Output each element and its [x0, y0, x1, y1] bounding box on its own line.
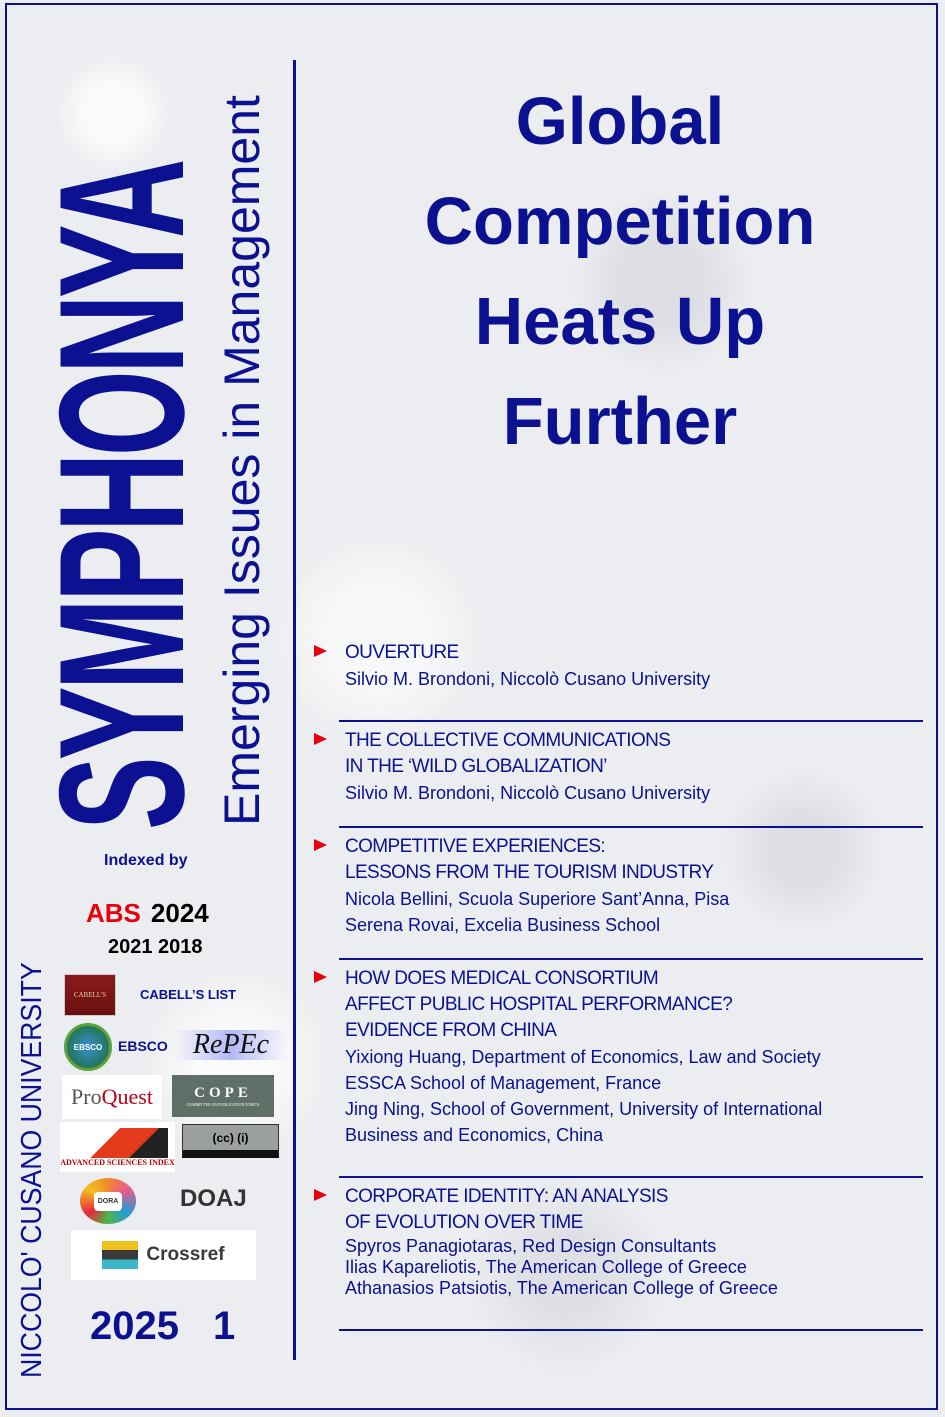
arrow-bullet-icon	[314, 839, 327, 851]
journal-name: SYMPHONYA	[22, 162, 221, 830]
cope-subtext: COMMITTEE ON PUBLICATION ETHICS	[186, 1102, 260, 1107]
article-author: Nicola Bellini, Scuola Superiore Sant’Anna, Pisa	[345, 889, 730, 909]
issue-year: 2025	[90, 1304, 179, 1348]
toc-separator	[339, 826, 923, 828]
abs-year: 2024	[150, 898, 209, 928]
article-title: EVIDENCE FROM CHINA	[345, 1020, 557, 1041]
article-title: HOW DOES MEDICAL CONSORTIUM	[345, 968, 659, 989]
arrow-bullet-icon	[314, 971, 327, 983]
crossref-mark-icon	[102, 1241, 138, 1269]
issue-title	[300, 72, 940, 472]
article-title: OUVERTURE	[345, 642, 459, 663]
cabells-label: CABELL’S LIST	[140, 987, 237, 1002]
article-title: OF EVOLUTION OVER TIME	[345, 1212, 583, 1233]
toc-entry[interactable]	[314, 834, 922, 938]
article-title: COMPETITIVE EXPERIENCES:	[345, 836, 606, 857]
article-author: Silvio M. Brondoni, Niccolò Cusano University	[345, 669, 711, 689]
article-title: AFFECT PUBLIC HOSPITAL PERFORMANCE?	[345, 994, 733, 1015]
abs-prior-years: 2021 2018	[108, 936, 203, 958]
cc-by-logo	[182, 1124, 279, 1158]
crossref-text: Crossref	[146, 1244, 225, 1265]
article-title: IN THE ‘WILD GLOBALIZATION’	[345, 756, 607, 777]
toc-entry[interactable]	[314, 728, 922, 806]
arrow-bullet-icon	[314, 645, 327, 657]
toc-separator	[339, 720, 923, 722]
repec-logo: RePEc	[175, 1030, 287, 1060]
issue-title-line: Further	[502, 384, 738, 459]
article-author: Spyros Panagiotaras, Red Design Consultants	[345, 1236, 717, 1256]
article-author: Ilias Kapareliotis, The American College of Greece	[345, 1257, 747, 1277]
cabells-logo	[64, 974, 116, 1016]
issue-title-line: Competition	[424, 184, 816, 259]
issue-title-line: Global	[515, 84, 725, 159]
article-title: THE COLLECTIVE COMMUNICATIONS	[345, 730, 671, 751]
article-title: LESSONS FROM THE TOURISM INDUSTRY	[345, 862, 714, 883]
issue-number: 1	[212, 1304, 236, 1348]
proquest-post: Quest	[101, 1084, 153, 1109]
article-author: Serena Rovai, Excelia Business School	[345, 915, 661, 935]
article-author: Jing Ning, School of Government, University of International	[345, 1099, 823, 1119]
table-of-contents	[314, 640, 922, 1331]
crossref-logo	[71, 1230, 256, 1280]
article-author: Silvio M. Brondoni, Niccolò Cusano University	[345, 783, 711, 803]
abs-label: ABS	[86, 898, 141, 928]
university-name: NICCOLO' CUSANO UNIVERSITY	[16, 962, 48, 1378]
asi-mark-icon	[68, 1128, 168, 1158]
journal-subtitle: Emerging Issues in Management	[214, 95, 270, 826]
asi-text: ADVANCED SCIENCES INDEX	[60, 1157, 175, 1167]
ebsco-label: EBSCO	[118, 1038, 168, 1054]
toc-entry[interactable]	[314, 640, 922, 692]
toc-entry[interactable]	[314, 1184, 922, 1299]
toc-separator	[339, 1176, 923, 1178]
doaj-logo: DOAJ	[180, 1185, 247, 1212]
article-author: Athanasios Patsiotis, The American College of Greece	[345, 1278, 778, 1298]
arrow-bullet-icon	[314, 1189, 327, 1201]
ebsco-logo	[64, 1023, 112, 1071]
issue-info	[90, 1304, 235, 1349]
proquest-logo	[62, 1075, 162, 1119]
dora-logo	[80, 1178, 136, 1224]
article-title: CORPORATE IDENTITY: AN ANALYSIS	[345, 1186, 668, 1207]
article-author: ESSCA School of Management, France	[345, 1073, 662, 1093]
issue-title-line: Heats Up	[474, 284, 766, 359]
article-author: Business and Economics, China	[345, 1125, 604, 1145]
proquest-pre: Pro	[71, 1084, 102, 1109]
cabells-logo-text: CABELL'S	[73, 991, 107, 999]
arrow-bullet-icon	[314, 733, 327, 745]
cope-text: COPE	[194, 1085, 252, 1101]
article-author: Yixiong Huang, Department of Economics, Law and Society	[345, 1047, 821, 1067]
vertical-divider	[293, 60, 296, 1360]
indexed-by-label: Indexed by	[104, 852, 188, 869]
abs-ranking	[86, 898, 209, 929]
dora-text: DORA	[94, 1192, 123, 1211]
asi-logo	[60, 1122, 175, 1172]
cc-icon: (cc) (i)	[212, 1130, 249, 1145]
toc-separator	[339, 1329, 923, 1331]
cope-logo	[172, 1075, 274, 1117]
ebsco-logo-text: EBSCO	[73, 1042, 103, 1052]
toc-entry[interactable]	[314, 966, 922, 1148]
toc-separator	[339, 958, 923, 960]
